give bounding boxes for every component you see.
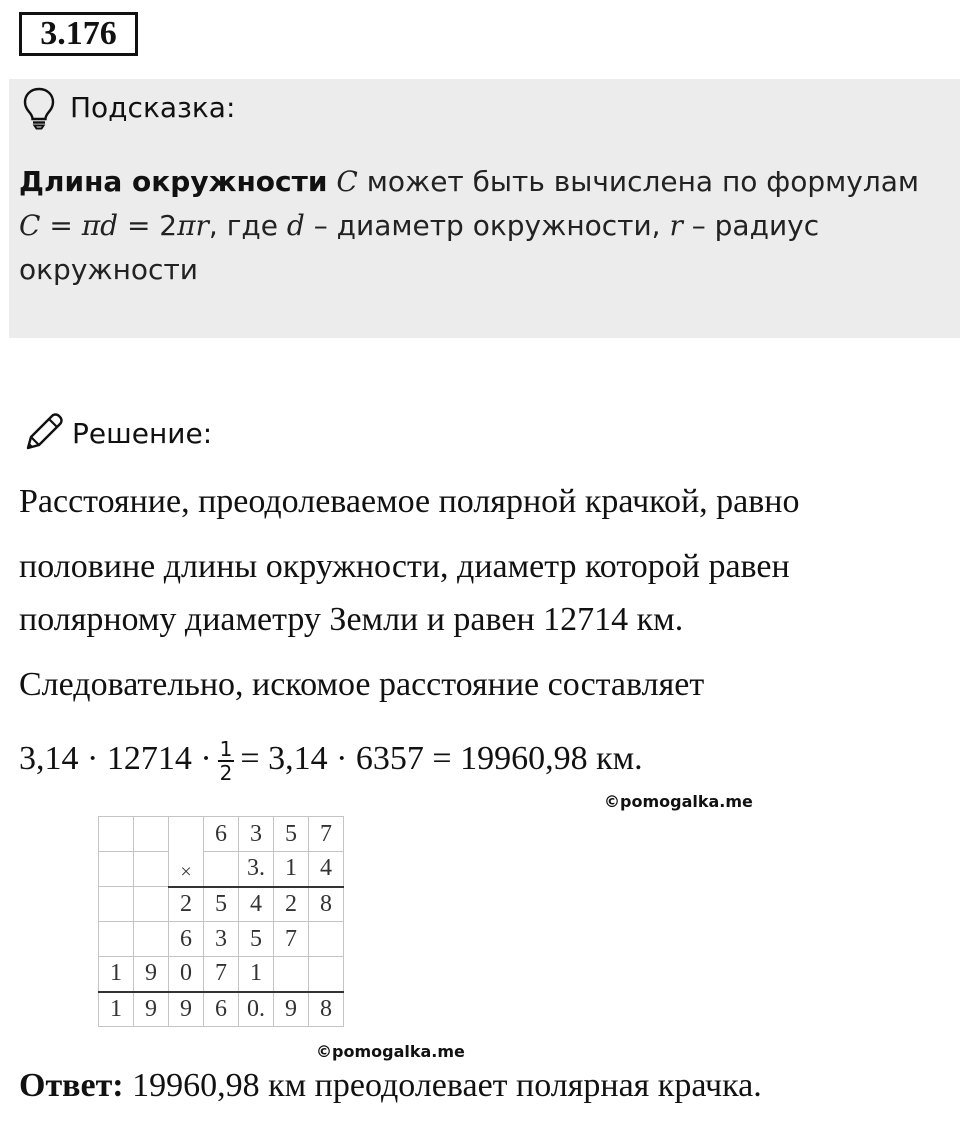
- grid-cell: 1: [99, 992, 134, 1027]
- solution-line-1: Расстояние, преодолеваемое полярной крачкой, равно: [19, 483, 800, 520]
- formula-right: = 3,14 · 6357 = 19960,98 км.: [240, 740, 643, 777]
- grid-cell: 1: [99, 957, 134, 992]
- grid-cell: [99, 817, 134, 852]
- formula-left: 3,14 · 12714 ·: [19, 740, 212, 777]
- answer: [19, 1064, 762, 1108]
- multiplication-grid: [98, 816, 344, 1027]
- grid-cell: 5: [204, 887, 239, 922]
- grid-cell: 7: [204, 957, 239, 992]
- solution-line-4: Следовательно, искомое расстояние составляет: [19, 666, 705, 703]
- hint-var-c: C: [336, 165, 358, 198]
- hint-title: Подсказка:: [70, 91, 236, 124]
- grid-cell: 1: [274, 852, 309, 887]
- grid-cell: 3.: [239, 852, 274, 887]
- pencil-icon: [22, 410, 66, 454]
- formula-eq1: =: [40, 209, 82, 242]
- grid-cell: [99, 887, 134, 922]
- hint-text-5: окружности: [19, 253, 198, 286]
- grid-cell: 2: [274, 887, 309, 922]
- problem-number: 3.176: [19, 12, 138, 56]
- grid-cell: [309, 957, 344, 992]
- formula-r: r: [195, 209, 209, 242]
- grid-cell: 8: [309, 992, 344, 1027]
- grid-cell: [309, 922, 344, 957]
- formula-c: C: [19, 209, 41, 242]
- grid-cell: [99, 922, 134, 957]
- formula-pi: π: [81, 209, 101, 242]
- grid-cell: 0: [169, 957, 204, 992]
- grid-cell: [134, 817, 169, 852]
- hint-text: [19, 160, 954, 292]
- grid-cell: 6: [204, 992, 239, 1027]
- watermark-bottom: ©pomogalka.me: [316, 1042, 465, 1061]
- formula-pi2: π: [177, 209, 196, 242]
- grid-cell: 5: [274, 817, 309, 852]
- fraction-numerator: 1: [219, 737, 233, 762]
- grid-cell: 3: [204, 922, 239, 957]
- grid-cell: 9: [134, 957, 169, 992]
- solution-line-3: полярному диаметру Земли и равен 12714 км.: [19, 601, 684, 638]
- grid-cell: [134, 887, 169, 922]
- formula-d: d: [100, 209, 119, 242]
- grid-cell: [204, 852, 239, 887]
- answer-text: 19960,98 км преодолевает полярная крачка.: [123, 1067, 762, 1104]
- fraction-denominator: 2: [219, 761, 233, 786]
- grid-cell: 2: [169, 887, 204, 922]
- grid-row: [99, 852, 344, 887]
- grid-cell: 7: [309, 817, 344, 852]
- hint-var-d: d: [286, 209, 305, 242]
- multiply-sign: ×: [169, 817, 204, 887]
- grid-cell: 7: [274, 922, 309, 957]
- watermark-top: ©pomogalka.me: [604, 792, 753, 811]
- grid-row: [99, 957, 344, 992]
- grid-cell: 4: [309, 852, 344, 887]
- grid-row: [99, 817, 344, 852]
- grid-cell: 9: [134, 992, 169, 1027]
- grid-row: [99, 887, 344, 922]
- fraction: [218, 738, 235, 784]
- grid-cell: 4: [239, 887, 274, 922]
- grid-cell: [99, 852, 134, 887]
- solution-line-2: половине длины окружности, диаметр которой равен: [19, 548, 790, 585]
- hint-text-3: – диаметр окружности,: [304, 209, 670, 242]
- grid-cell: [134, 922, 169, 957]
- grid-cell: 6: [204, 817, 239, 852]
- grid-cell: [274, 957, 309, 992]
- answer-label: Ответ:: [19, 1067, 124, 1104]
- grid-cell: 3: [239, 817, 274, 852]
- lightbulb-icon: [22, 86, 56, 130]
- solution-formula: [19, 736, 643, 784]
- hint-var-r: r: [669, 209, 683, 242]
- hint-text-2: , где: [208, 209, 287, 242]
- grid-cell: 1: [239, 957, 274, 992]
- solution-title: Решение:: [72, 417, 213, 450]
- formula-eq2: = 2: [118, 209, 178, 242]
- grid-cell: 9: [169, 992, 204, 1027]
- hint-text-1: может быть вычислена по формулам: [357, 165, 920, 198]
- grid-cell: 0.: [239, 992, 274, 1027]
- grid-cell: 6: [169, 922, 204, 957]
- grid-row: [99, 992, 344, 1027]
- hint-text-4: – радиус: [682, 209, 820, 242]
- grid-cell: 8: [309, 887, 344, 922]
- grid-cell: 9: [274, 992, 309, 1027]
- grid-row: [99, 922, 344, 957]
- hint-term: Длина окружности: [19, 165, 328, 198]
- grid-cell: [134, 852, 169, 887]
- grid-cell: 5: [239, 922, 274, 957]
